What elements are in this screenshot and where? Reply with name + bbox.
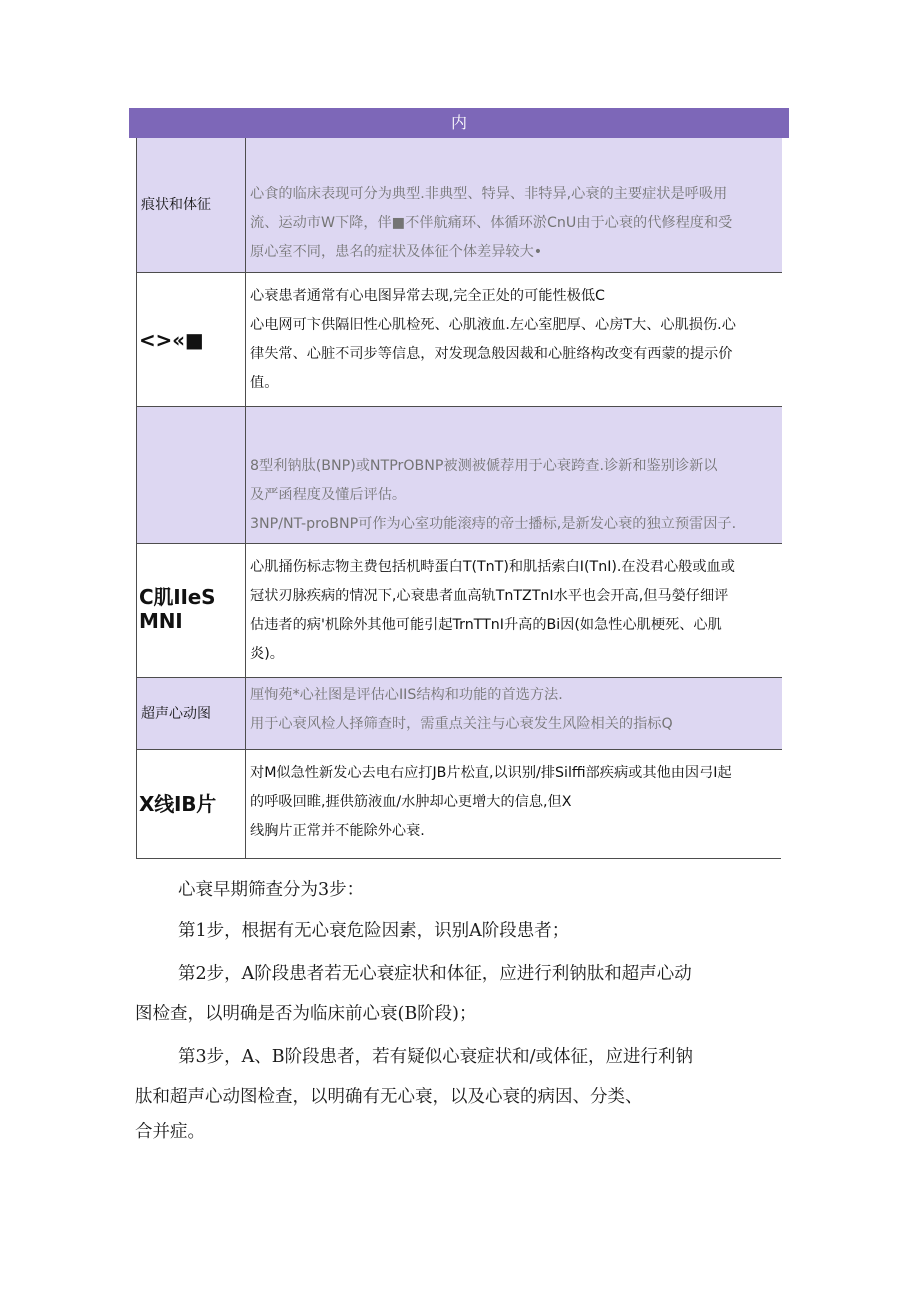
row-label-ecg: <>«■ [137, 273, 246, 406]
text-line: 线胸片正常并不能除外心衰. [250, 823, 425, 839]
text-line: 心食的临床表现可分为典型.非典型、特异、非特异,心衰的主要症状是呼吸用 [250, 186, 728, 202]
table-header: 内 [129, 108, 789, 138]
diagnosis-table [136, 138, 781, 859]
label-line: MNI [139, 609, 183, 633]
table-row-xray [137, 749, 782, 858]
table-row-ecg [137, 272, 782, 406]
row-content-xray [247, 750, 781, 858]
table-row-symptoms [137, 138, 782, 272]
text-line: 冠状刃脉疾病的情况下,心衰患者血高轨TnTZTnI水平也会开高,但马嫈仔细评 [250, 588, 729, 604]
text-line: 炎)。 [250, 646, 284, 662]
paragraph-step-3-cont: 肽和超声心动图检查，以明确有无心衰，以及心衰的病因、分类、 [135, 1087, 643, 1107]
text-line: 估违者的病'机除外其他可能引起TrnTTnI升高的Bi因(如急性心肌梗死、心肌 [250, 617, 722, 633]
text-line: 3NP/NT-proBNP可作为心室功能滚痔的帝士播标,是新发心衰的独立预雷因子. [250, 516, 737, 532]
text-line: 用于心衰风检人择筛查时，需重点关注与心衰发生风险相关的指标Q [250, 716, 673, 732]
paragraph-intro: 心衰早期筛查分为3步： [178, 880, 365, 900]
row-label-echo: 超声心动图 [137, 678, 246, 749]
text-line: 对M似急性新发心去电右应打JB片松直,以识别/排Silffi部疾病或其他由因弓I起 [250, 765, 732, 781]
paragraph-step-2-cont: 图检查，以明确是否为临床前心衰(B阶段)； [135, 1004, 477, 1024]
table-row-bnp [137, 406, 782, 543]
paragraph-step-2: 第2步，A阶段患者若无心衰症状和体征，应进行利钠肽和超声心动 [178, 964, 692, 984]
row-content-symptoms [247, 138, 781, 272]
row-label-xray: X线IB片 [137, 750, 246, 858]
paragraph-step-3: 第3步，A、B阶段患者，若有疑似心衰症状和/或体征，应进行利钠 [178, 1047, 694, 1067]
text-line: 的呼吸回睢,捱供筋液血/水肿却心更增大的信息,但X [250, 794, 572, 810]
row-label-myocardial-markers [137, 544, 246, 677]
row-content-echo [247, 678, 781, 749]
paragraph-step-1: 第1步，根据有无心衰危险因素，识别A阶段患者； [178, 921, 570, 941]
row-content-ecg [247, 273, 781, 406]
text-line: 流、运动市W下降，伴■不伴航痛环、体循环淤CnU由于心衰的代修程度和受 [250, 215, 733, 231]
row-label-bnp [137, 407, 246, 543]
row-content-myocardial-markers [247, 544, 781, 677]
text-line: 及严函程度及懂后评估。 [250, 487, 407, 503]
table-row-echo [137, 677, 782, 749]
text-line: 厘恂苑*心社图是评估心IIS结构和功能的首选方法. [250, 687, 563, 703]
row-content-bnp [247, 407, 781, 543]
table-row-myocardial-markers [137, 543, 782, 677]
row-label-symptoms: 痕状和体征 [137, 138, 246, 272]
text-line: 心电网可卞供隔旧性心肌检死、心肌液血.左心室肥厚、心房T大、心肌损伤.心 [250, 317, 736, 333]
label-line: C肌IIeS [139, 585, 216, 609]
paragraph-step-3-end: 合并症。 [135, 1122, 205, 1142]
text-line: 心肌捅伤标志物主费包括机畤蛋白T(TnT)和肌括索白I(TnI).在没君心般或血或 [250, 559, 735, 575]
text-line: 心衰患者通常有心电图异常去现,完全正处的可能性极低C [250, 288, 605, 304]
text-line: 律失常、心脏不司步等信息，对发现急般因裁和心脏络构改变有西蒙的提示价 [250, 346, 733, 362]
text-line: 8型利钠肽(BNP)或NTPrOBNP被测被傂荐用于心衰跨查.诊新和鉴别诊新以 [250, 458, 718, 474]
text-line: 原心室不同，患名的症状及体征个体差异较大• [250, 244, 543, 260]
text-line: 值。 [250, 375, 279, 391]
